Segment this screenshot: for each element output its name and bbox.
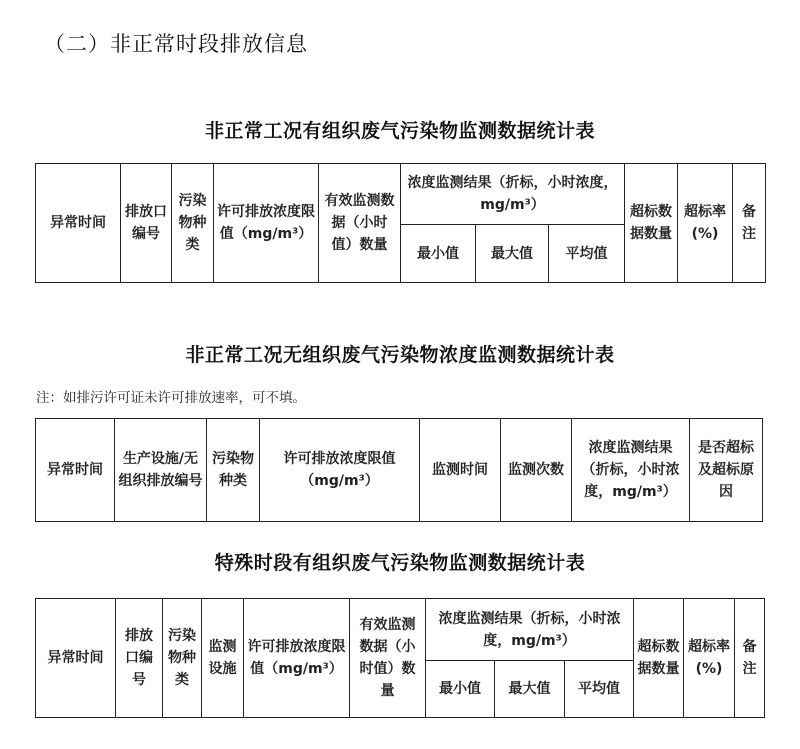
col-exceed-count: 超标数据数量: [625, 164, 678, 283]
col-avg: 平均值: [565, 661, 634, 718]
col-valid-count: 有效监测数据（小时值）数量: [319, 164, 401, 283]
col-abnormal-time: 异常时间: [36, 164, 121, 283]
col-outlet-no: 排放口编号: [116, 599, 163, 718]
col-conc-result: 浓度监测结果（折标，小时浓度，mg/m³）: [426, 599, 634, 661]
section-title: （二）非正常时段排放信息: [44, 32, 308, 56]
col-exceed-reason: 是否超标及超标原因: [690, 419, 763, 522]
table1-title: 非正常工况有组织废气污染物监测数据统计表: [204, 120, 595, 142]
col-exceed-rate: 超标率(%): [684, 599, 735, 718]
col-max: 最大值: [495, 661, 565, 718]
col-abnormal-time: 异常时间: [36, 599, 116, 718]
col-facility-no: 生产设施/无组织排放编号: [115, 419, 207, 522]
table2-title: 非正常工况无组织废气污染物浓度监测数据统计表: [185, 344, 615, 366]
col-remark: 备注: [733, 164, 766, 283]
col-limit: 许可排放浓度限值（mg/m³）: [214, 164, 319, 283]
col-pollutant: 污染物种类: [163, 599, 202, 718]
table3-title: 特殊时段有组织废气污染物监测数据统计表: [214, 552, 586, 574]
table2-note: 注：如排污许可证未许可排放速率，可不填。: [36, 390, 306, 406]
col-limit: 许可排放浓度限值（mg/m³）: [244, 599, 350, 718]
col-conc-result: 浓度监测结果（折标，小时浓度，mg/m³）: [401, 164, 625, 225]
table1-abnormal-organized-gas: [35, 163, 766, 283]
col-monitor-time: 监测时间: [420, 419, 501, 522]
col-max: 最大值: [476, 225, 549, 283]
col-exceed-rate: 超标率(%): [678, 164, 733, 283]
col-abnormal-time: 异常时间: [36, 419, 115, 522]
col-valid-count: 有效监测数据（小时值）数量: [350, 599, 426, 718]
col-outlet-no: 排放口编号: [121, 164, 172, 283]
col-min: 最小值: [426, 661, 495, 718]
col-conc-result: 浓度监测结果（折标，小时浓度，mg/m³）: [572, 419, 690, 522]
col-min: 最小值: [401, 225, 476, 283]
col-limit: 许可排放浓度限值（mg/m³）: [260, 419, 420, 522]
col-pollutant: 污染物种类: [172, 164, 214, 283]
table3-special-period-organized-gas: [35, 598, 765, 718]
col-remark: 备注: [735, 599, 765, 718]
table2-abnormal-fugitive-gas: [35, 418, 763, 522]
col-exceed-count: 超标数据数量: [634, 599, 684, 718]
col-pollutant: 污染物种类: [207, 419, 260, 522]
col-monitor-facility: 监测设施: [202, 599, 244, 718]
col-avg: 平均值: [549, 225, 625, 283]
col-monitor-count: 监测次数: [501, 419, 572, 522]
